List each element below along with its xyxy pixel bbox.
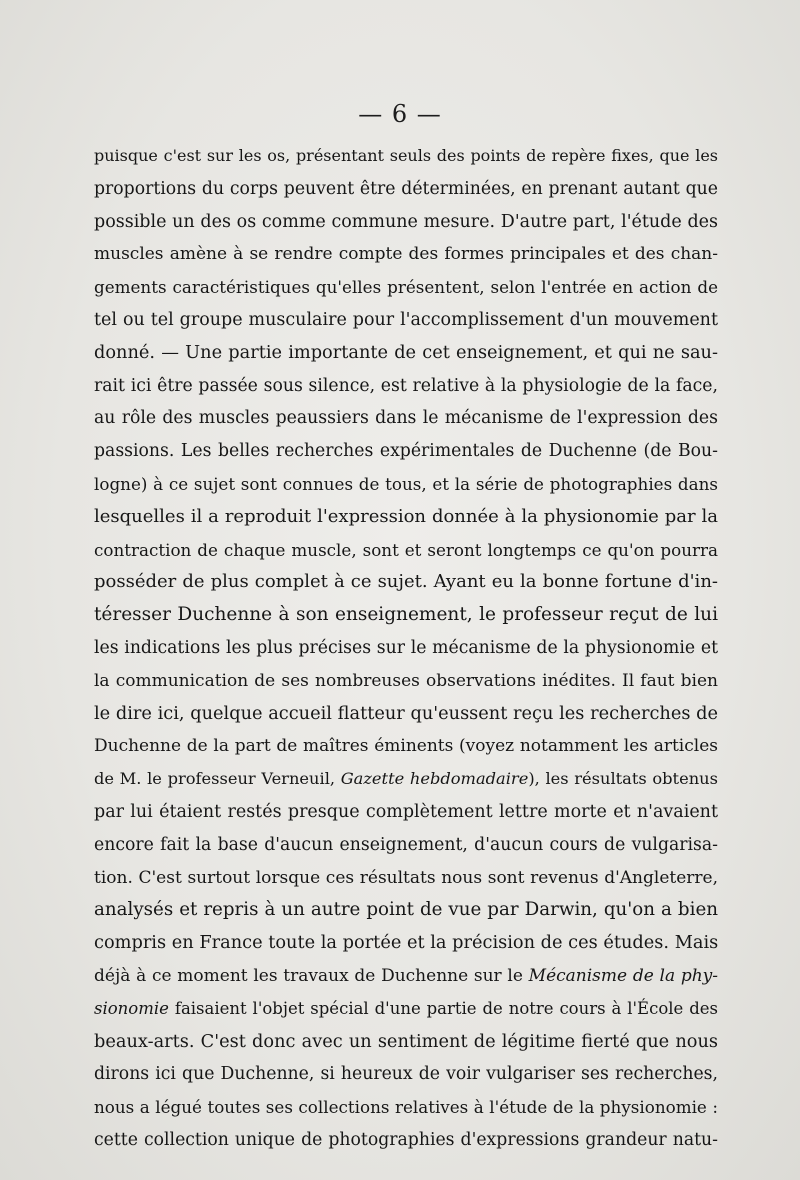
text-line [94,894,718,927]
body-text [94,140,718,1157]
text-line [94,435,718,468]
text-run: téresser Duchenne à son enseignement, le professeur reçut de lui [94,604,718,626]
text-line [94,206,718,239]
text-run: ), les résultats obtenus [528,769,718,789]
text-run: beaux-arts. C'est donc avec un sentiment de légitime fierté que nous [94,1031,718,1052]
text-run: lesquelles il a reproduit l'expression donnée à la physionomie par la [94,505,718,527]
text-line [94,501,718,534]
text-run: tion. C'est surtout lorsque ces résultats nous sont revenus d'Angleterre, [94,867,718,888]
text-run: dirons ici que Duchenne, si heureux de voir vulgariser ses recherches, [94,1064,718,1085]
text-line [94,566,718,599]
text-line [94,927,718,960]
text-run: le dire ici, quelque accueil flatteur qu'eussent reçu les recherches de [94,703,718,724]
text-run: compris en France toute la portée et la précision de ces études. Mais [94,933,719,954]
italic-run: sionomie [94,998,169,1018]
text-line [94,402,718,435]
text-run: logne) à ce sujet sont connues de tous, et la série de photographies dans [94,473,718,494]
text-run: faisaient l'objet spécial d'une partie de notre cours à l'École des [168,998,718,1018]
text-run: par lui étaient restés presque complètement lettre morte et n'avaient [94,801,718,822]
text-line [94,534,718,567]
text-run: puisque c'est sur les os, présentant seuls des points de repère fixes, que les [94,146,718,165]
text-run: rait ici être passée sous silence, est relative à la physiologie de la face, [94,375,718,396]
text-run: tel ou tel groupe musculaire pour l'accomplissement d'un mouvement [94,309,718,330]
text-run: gements caractéristiques qu'elles présentent, selon l'entrée en action de [94,277,718,298]
text-line [94,993,718,1026]
text-line [94,238,718,271]
text-run: donné. — Une partie importante de cet enseignement, et qui ne sau- [94,342,718,363]
text-run: cette collection unique de photographies d'expressions grandeur natu- [94,1129,718,1150]
text-line [94,173,718,206]
text-run: la communication de ses nombreuses observations inédites. Il faut bien [94,670,718,691]
text-line [94,140,718,173]
text-line [94,698,718,731]
text-run: contraction de chaque muscle, sont et seront longtemps ce qu'on pourra [94,539,718,560]
text-run: possible un des os comme commune mesure. D'autre part, l'étude des [94,211,718,232]
text-run: au rôle des muscles peaussiers dans le mécanisme de l'expression des [94,408,718,429]
text-run: proportions du corps peuvent être déterminées, en prenant autant que [94,178,718,199]
text-line [94,829,718,862]
text-line [94,730,718,763]
page-number: — 6 — [358,100,442,128]
text-run: les indications les plus précises sur le mécanisme de la physionomie et [94,637,718,658]
text-line [94,1058,718,1091]
text-line [94,960,718,993]
text-line [94,632,718,665]
text-run: de M. le professeur Verneuil, [94,769,341,789]
italic-run: Mécanisme de la phy- [528,965,718,986]
italic-run: Gazette hebdomadaire [340,769,529,789]
text-line [94,337,718,370]
text-line [94,304,718,337]
text-line [94,271,718,304]
text-line [94,370,718,403]
text-run: analysés et repris à un autre point de vue par Darwin, qu'on a bien [94,899,718,921]
text-run: muscles amène à se rendre compte des formes principales et des chan- [94,244,718,265]
text-line [94,763,718,796]
text-run: encore fait la base d'aucun enseignement, d'aucun cours de vulgarisa- [94,834,718,855]
text-run: déjà à ce moment les travaux de Duchenne sur le [94,965,529,986]
text-run: posséder de plus complet à ce sujet. Ayant eu la bonne fortune d'in- [94,571,718,593]
text-run: passions. Les belles recherches expérimentales de Duchenne (de Bou- [94,441,718,462]
text-line [94,1124,718,1157]
text-line [94,862,718,895]
text-run: Duchenne de la part de maîtres éminents (voyez notamment les articles [94,736,718,757]
text-run: nous a légué toutes ses collections relatives à l'étude de la physionomie : [94,1097,718,1118]
text-line [94,796,718,829]
text-line [94,1091,718,1124]
text-line [94,665,718,698]
text-line [94,599,718,632]
text-line [94,468,718,501]
text-line [94,1026,718,1059]
